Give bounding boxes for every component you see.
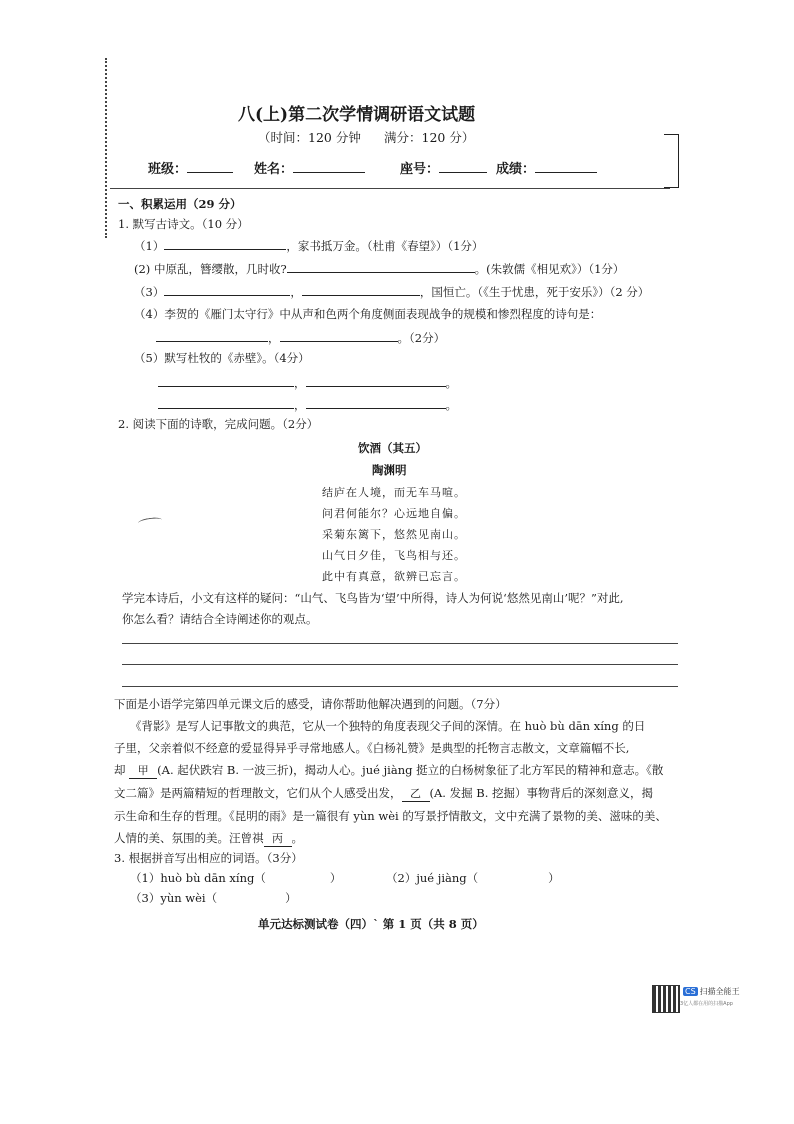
q1-5-blank-3[interactable] (158, 396, 294, 409)
scanner-tagline: 3亿人都在用的扫描App (680, 1001, 733, 1007)
q1-1-blank[interactable] (164, 237, 286, 250)
passage-text: (A. 发掘 B. 挖掘）事物背后的深刻意义，揭 (429, 786, 654, 800)
seat-label: 座号： (400, 162, 440, 177)
q1-2-tail: 。(朱敦儒《相见欢》）（1分） (474, 262, 625, 276)
q3-close: ） (329, 871, 342, 885)
q3-item3 (130, 890, 297, 906)
score-label: 成绩： (496, 162, 536, 177)
q1-3-tail: ，国恒亡。（《生于忧患，死于安乐》）（2 分） (419, 285, 650, 299)
q1-2-blank[interactable] (287, 260, 475, 273)
binding-dotted-edge (105, 58, 107, 238)
q1-3-blank-a[interactable] (164, 283, 290, 296)
q3-close: ） (548, 871, 560, 885)
poem-line: 结庐在人境，而无车马喧。 (322, 486, 466, 499)
q1-5-blank-2[interactable] (306, 374, 446, 387)
passage-text: 人情的美、氛围的美。汪曾祺 (114, 831, 264, 845)
q1-3-comma: ， (290, 285, 302, 299)
q1-1-text: ，家书抵万金。（杜甫《春望》）（1分） (286, 239, 484, 253)
poem-line: 问君何能尔？心远地自偏。 (322, 507, 466, 520)
seat-blank[interactable] (439, 160, 487, 173)
poem-line: 采菊东篱下，悠然见南山。 (322, 528, 466, 541)
class-field (148, 158, 233, 177)
score-blank[interactable] (535, 160, 597, 173)
header-divider (110, 188, 670, 189)
poem-title: 饮酒（其五） (358, 441, 427, 455)
class-label: 班级： (148, 162, 188, 177)
answer-line[interactable] (122, 643, 678, 644)
q1-5-blank-1[interactable] (158, 374, 294, 387)
margin-bracket (664, 134, 679, 188)
q1-4-comma: ， (268, 331, 280, 345)
seat-field (400, 158, 487, 177)
q1-4-line2 (156, 329, 445, 346)
name-field (254, 158, 365, 177)
page-footer: 单元达标测试卷（四）` 第 1 页（共 8 页） (258, 917, 484, 931)
q3-item3-label: （3）yùn wèi（ (130, 891, 218, 905)
q1-2 (134, 260, 624, 277)
scanner-logo-icon: CS (685, 987, 696, 996)
passage-line (114, 762, 663, 779)
scanner-badge (680, 985, 743, 998)
passage-text: 文二篇》是两篇精短的哲理散文，它们从个人感受出发， (114, 786, 402, 800)
q3-item2-label: （2）jué jiàng（ (386, 871, 479, 885)
q1-4-blank-b[interactable] (280, 329, 398, 342)
q1-title: 1. 默写古诗文。（10 分） (118, 217, 249, 231)
blank-jia[interactable]: 甲 (129, 762, 157, 779)
class-blank[interactable] (187, 160, 233, 173)
blank-bing[interactable]: 丙 (264, 830, 292, 847)
q2-title: 2. 阅读下面的诗歌，完成问题。（2分） (118, 417, 319, 431)
q3-item1-label: （1）huò bù dān xíng（ (130, 871, 266, 885)
answer-line[interactable] (122, 686, 678, 687)
passage-line (114, 830, 303, 847)
passage-line (114, 785, 653, 802)
q1-5-period-1: 。 (445, 376, 457, 390)
q1-3 (134, 283, 649, 300)
poem-line: 此中有真意，欲辨已忘言。 (322, 570, 466, 583)
passage-text: 却 (114, 763, 126, 777)
poem-line: 山气日夕佳，飞鸟相与还。 (322, 549, 466, 562)
q1-5-comma-2: ， (294, 398, 306, 412)
q3-item2 (386, 870, 560, 886)
q1-5-comma-1: ， (294, 376, 306, 390)
name-label: 姓名： (254, 162, 294, 177)
q1-3-prefix: （3） (134, 285, 165, 299)
name-blank[interactable] (293, 160, 365, 173)
pen-scribble (138, 516, 163, 526)
q1-5: （5）默写杜牧的《赤壁》。（4分） (134, 351, 310, 365)
q3-item1 (130, 870, 341, 886)
passage-line: 示生命和生存的哲理。《昆明的雨》是一篇很有 yùn wèi 的写景抒情散文，文中充满了景物的美、滋味的美、 (114, 809, 667, 823)
q1-4-tail: 。（2分） (397, 331, 446, 345)
q1-4-blank-a[interactable] (156, 329, 268, 342)
q3-close: ） (285, 891, 297, 905)
page-title: 八(上)第二次学情调研语文试题 (238, 105, 476, 125)
passage-line: 子里，父亲着似不经意的爱显得异乎寻常地感人。《白杨礼赞》是典型的托物言志散文，文章篇幅不长, (114, 741, 630, 755)
q1-5-blank-4[interactable] (306, 396, 446, 409)
exam-time: （时间：120 分钟 (258, 130, 361, 145)
q1-5-line1 (158, 374, 457, 391)
q2-question-line1: 学完本诗后，小文有这样的疑问：“山气、飞鸟皆为‘望’中所得，诗人为何说‘悠然见南山’呢？”对此, (122, 591, 624, 605)
exam-full-score: 满分：120 分） (384, 130, 475, 145)
q2-question-line2: 你怎么看？请结合全诗阐述你的观点。 (122, 612, 318, 626)
passage-text: (A. 起伏跌宕 B. 一波三折)，揭动人心。jué jiàng 挺立的白杨树象征了北方军民的精神和意志。《散 (157, 763, 664, 777)
section1-heading: 一、积累运用（29 分） (118, 197, 242, 211)
q1-1-prefix: （1） (134, 239, 165, 253)
q1-4-line1: （4）李贺的《雁门太守行》中从声和色两个角度侧面表现战争的规模和惨烈程度的诗句是： (134, 307, 602, 321)
passage-text: 。 (291, 831, 303, 845)
poem-author: 陶渊明 (372, 463, 407, 477)
q3-title: 3. 根据拼音写出相应的词语。（3分） (114, 851, 303, 865)
q1-5-line2 (158, 396, 457, 413)
blank-yi[interactable]: 乙 (402, 785, 430, 802)
passage-intro: 下面是小语学完第四单元课文后的感受，请你帮助他解决遇到的问题。（7分） (114, 697, 507, 711)
q1-5-period-2: 。 (445, 398, 457, 412)
q1-1 (134, 237, 483, 254)
q1-2-text: (2) 中原乱，簪缨散，几时收? (134, 262, 287, 276)
q1-3-blank-b[interactable] (302, 283, 420, 296)
answer-line[interactable] (122, 664, 678, 665)
qr-code-icon (652, 985, 680, 1013)
scanner-name: 扫描全能王 (699, 987, 740, 996)
score-field (496, 158, 597, 177)
passage-line: 《背影》是写人记事散文的典范，它从一个独特的角度表现父子间的深情。在 huò bù dān xíng 的日 (130, 719, 646, 733)
